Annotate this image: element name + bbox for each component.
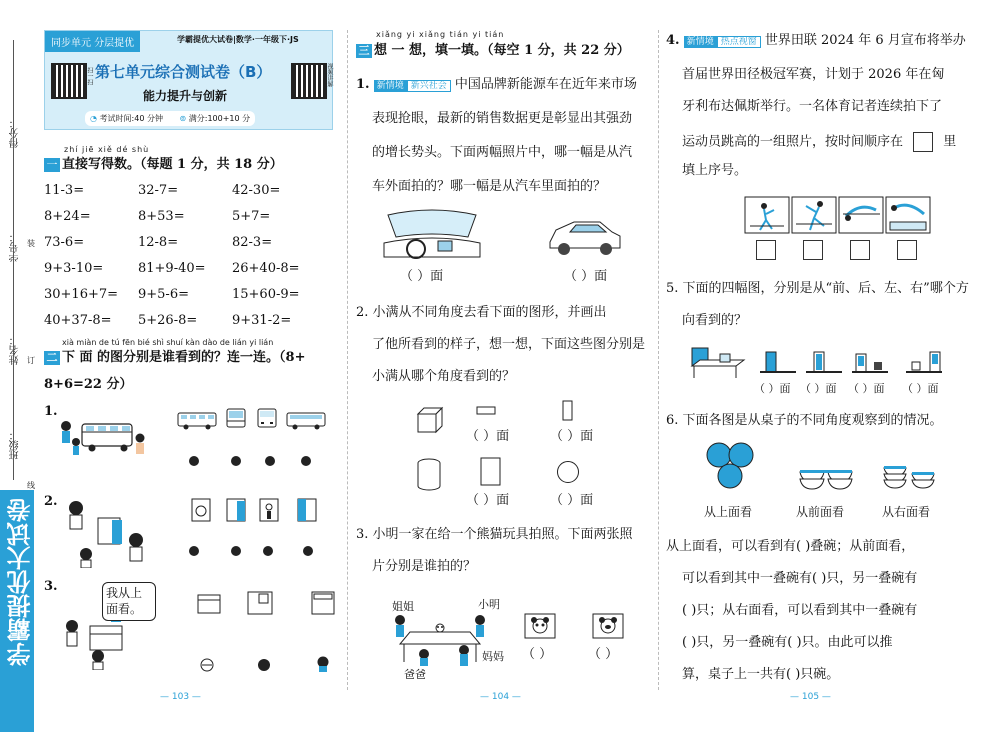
cylinder-side-view — [480, 457, 502, 487]
clock-icon: ◔ — [90, 114, 97, 123]
section3-pinyin: xiǎng yi xiǎng tián yi tián — [376, 30, 505, 39]
qr-code-left — [51, 63, 87, 99]
computer-desk-3d — [690, 344, 746, 380]
q6-fill-1: 可以看到其中一叠碗有( )只，另一叠碗有 — [682, 571, 918, 586]
series-label: 学霸提优大试卷|数学·一年级下·JS — [177, 35, 299, 44]
calc-problem: 81+9-40= — [138, 261, 206, 276]
section1-number: 一 — [44, 158, 60, 172]
q5-answer-4: （ ）面 — [902, 382, 939, 395]
unit-tag: 同步单元 分层提优 — [45, 31, 140, 52]
calc-problem: 42-30= — [232, 183, 281, 198]
cut-mark-1: 装 — [27, 239, 35, 248]
s3-q1-text-1: 表现抢眼，最新的销售数据更是彰显出其强劲 — [372, 111, 633, 126]
s2-q1-number: 1. — [44, 404, 58, 419]
desk-view-3 — [310, 590, 336, 616]
speech-bubble: 我从上面看。 — [102, 582, 156, 621]
calc-problem: 9+5-6= — [138, 287, 189, 302]
view-top-label: 从上面看 — [704, 505, 753, 519]
bowls-front-view — [798, 468, 854, 494]
washer-view-3 — [258, 497, 280, 523]
column-divider-1 — [347, 30, 349, 690]
view-front-label: 从前面看 — [796, 505, 845, 519]
calc-problem: 8+53= — [138, 209, 185, 224]
section2-title: 下 面 的图分别是谁看到的？连一连。（8+ — [62, 350, 306, 365]
q4-answer-box-example[interactable] — [913, 132, 933, 152]
cut-mark-3: 线 — [27, 481, 35, 490]
s3-q3-blank-1: （ ） — [522, 647, 553, 662]
q6-fill-2: ( )只；从右面看，可以看到其中一叠碗有 — [682, 603, 918, 618]
s2-q3-number: 3. — [44, 579, 58, 594]
page-number-2-value: 104 — [491, 692, 510, 702]
brand-ribbon — [0, 490, 34, 732]
score-label: 得分： — [10, 118, 21, 148]
section3-number: 三 — [356, 44, 372, 58]
high-jump-photo-sequence — [744, 196, 932, 234]
s3-q2-text-0: 2. 小满从不同角度去看下面的图形，并画出 — [356, 305, 607, 320]
family-table-illustration — [390, 610, 490, 666]
q4-text-3-row — [682, 132, 956, 152]
calc-problem: 30+16+7= — [44, 287, 119, 302]
kid-head-2 — [230, 455, 242, 467]
desk-view-d — [904, 350, 944, 376]
washer-view-1 — [190, 497, 212, 523]
section1-title: 直接写得数。（每题 1 分，共 18 分） — [62, 157, 283, 172]
qr-code-right — [291, 63, 327, 99]
section1-heading — [44, 158, 283, 172]
kid-head-11 — [316, 656, 330, 672]
q5-answer-1: （ ）面 — [754, 382, 791, 395]
s2-q2-number: 2. — [44, 494, 58, 509]
section2-title-cont: 8+6=22 分） — [44, 377, 133, 392]
calc-problem: 32-7= — [138, 183, 179, 198]
car-exterior-photo — [544, 212, 624, 258]
order-box-2[interactable] — [803, 240, 823, 260]
kid-head-8 — [302, 545, 314, 557]
id-label: 学号： — [10, 232, 21, 262]
check-icon: ⊚ — [179, 114, 187, 123]
header-banner — [44, 30, 333, 130]
s3-q1-answer-1: （ ）面 — [400, 269, 444, 284]
view-right-label: 从右面看 — [882, 505, 931, 519]
bowls-right-view — [882, 464, 936, 494]
page-number-3-value: 105 — [801, 692, 820, 702]
kid-head-4 — [300, 455, 312, 467]
bowls-top-view — [704, 440, 756, 492]
section1-pinyin: zhí jiē xiě dé shù — [64, 145, 150, 154]
s3-q1-answer-2: （ ）面 — [564, 269, 608, 284]
qr-right-label: 视频讲解 — [326, 63, 333, 87]
calc-problem: 9+31-2= — [232, 313, 292, 328]
section3-heading — [356, 44, 630, 58]
mom-label: 妈妈 — [482, 650, 504, 663]
calc-problem: 9+3-10= — [44, 261, 104, 276]
panda-photo-2 — [592, 613, 624, 639]
binding-strip — [0, 0, 38, 732]
s3-q1-text-0: 中国品牌新能源车在近年来市场 — [454, 77, 637, 92]
s3-q2-answer-3: （ ）面 — [466, 493, 510, 508]
kid-head-9 — [200, 658, 214, 672]
sister-label: 姐姐 — [392, 600, 414, 613]
page-number-2: — 104 — — [480, 692, 521, 702]
s3-q1-text-2: 的增长势头。下面两幅照片中，哪一幅是从汽 — [372, 145, 633, 160]
order-box-1[interactable] — [756, 240, 776, 260]
kid-head-6 — [230, 545, 242, 557]
s3-q2-answer-4: （ ）面 — [550, 493, 594, 508]
cuboid-3d-shape — [416, 406, 444, 434]
bus-view-side — [177, 410, 217, 430]
desk-view-b — [804, 350, 844, 376]
q4-text-0: 世界田联 2024 年 6 月宣布将举办 — [764, 33, 966, 48]
q5-text-1: 向看到的？ — [682, 313, 748, 328]
section2-heading — [44, 351, 306, 365]
s3-q3-text-0: 3. 小明一家在给一个熊猫玩具拍照。下面两张照 — [356, 527, 633, 542]
s3-q3-text-1: 片分别是谁拍的？ — [372, 559, 477, 574]
q5-answer-3: （ ）面 — [848, 382, 885, 395]
q6-fill-3: ( )只，另一叠碗有( )只。由此可以推 — [682, 635, 893, 650]
q4-text-3: 运动员跳高的一组照片，按时间顺序在 — [682, 134, 904, 150]
cylinder-top-view — [556, 460, 580, 484]
order-box-4[interactable] — [897, 240, 917, 260]
cylinder-3d-shape — [416, 458, 442, 492]
photo-order-boxes — [744, 240, 932, 260]
q6-text: 6. 下面各图是从桌子的不同角度观察到的情况。 — [666, 413, 943, 428]
desk-view-c — [850, 350, 890, 376]
kid-head-10 — [257, 658, 271, 672]
vertical-brand: 学霸提优大试卷 — [7, 498, 35, 666]
s3-q2-text-2: 小满从哪个角度看到的？ — [372, 369, 516, 384]
calc-problem: 8+24= — [44, 209, 91, 224]
desk-view-2 — [246, 590, 274, 616]
time-info — [85, 111, 255, 126]
bus-scene-illustration — [54, 408, 158, 464]
washer-view-4 — [296, 497, 318, 523]
cuboid-top-view — [476, 406, 496, 416]
calc-problem: 15+60-9= — [232, 287, 300, 302]
q5-answer-2: （ ）面 — [800, 382, 837, 395]
s3-q3-blank-2: （ ） — [588, 647, 619, 662]
s3-q2-answer-2: （ ）面 — [550, 429, 594, 444]
s3-q2-answer-1: （ ）面 — [466, 429, 510, 444]
q4-tag-new-context: 新情境 — [684, 36, 717, 48]
washer-view-2 — [225, 497, 247, 523]
desk-view-a — [758, 350, 798, 376]
q4-text-1: 首届世界田径极冠军赛，计划于 2026 年在匈 — [682, 67, 945, 82]
s3-q1-number: 1. — [356, 77, 370, 92]
column-divider-2 — [658, 30, 660, 690]
binding-line — [13, 40, 14, 480]
q4-line1 — [666, 34, 966, 47]
kid-head-1 — [188, 455, 200, 467]
bus-view-other — [286, 410, 326, 430]
q6-fill-4: 算，桌子上一共有( )只碗。 — [682, 667, 840, 682]
panda-photo-1 — [524, 613, 556, 639]
cut-mark-2: 订 — [27, 356, 35, 365]
section2-pinyin: xià miàn de tú fēn bié shì shuí kàn dào de lián yi lián — [62, 338, 274, 347]
qr-left-label: 扫一扫 — [86, 67, 93, 85]
new-context-tag: 新情境 — [374, 80, 407, 92]
calc-problem: 82-3= — [232, 235, 273, 250]
calc-problem: 5+7= — [232, 209, 271, 224]
s3-q2-text-1: 了他所看到的样子，想一想，下面这些图分别是 — [372, 337, 646, 352]
calc-problem: 11-3= — [44, 183, 85, 198]
q4-text-4: 填上序号。 — [682, 163, 748, 178]
section2-number: 二 — [44, 351, 60, 365]
calc-problem: 40+37-8= — [44, 313, 112, 328]
cuboid-side-view — [562, 400, 574, 422]
full-score: 满分:100+10 分 — [188, 114, 251, 123]
page-number-1: — 103 — — [160, 692, 201, 702]
q4-tag-hotspot: 热点视窗 — [717, 36, 761, 48]
dad-label: 爸爸 — [404, 668, 426, 681]
q5-text-0: 5. 下面的四幅图，分别是从“前、后、左、右”哪个方 — [666, 281, 969, 296]
page-number-1-value: 103 — [171, 692, 190, 702]
page-number-3: — 105 — — [790, 692, 831, 702]
page-subtitle: 能力提升与创新 — [143, 89, 228, 103]
kid-head-3 — [264, 455, 276, 467]
desk-view-1 — [196, 593, 222, 615]
bus-view-back — [256, 408, 278, 430]
class-label: 班级： — [10, 430, 21, 460]
kid-head-7 — [262, 545, 274, 557]
s3-q1-line1 — [356, 78, 637, 91]
q4-number: 4. — [666, 33, 680, 48]
section3-title: 想 一 想，填一填。（每空 1 分，共 22 分） — [374, 43, 630, 58]
q6-fill-0: 从上面看，可以看到有( )叠碗；从前面看， — [666, 539, 915, 554]
order-box-3[interactable] — [850, 240, 870, 260]
s3-q1-text-3: 车外面拍的？哪一幅是从汽车里面拍的？ — [372, 179, 607, 194]
xiaoming-label: 小明 — [478, 598, 500, 611]
bus-view-front — [225, 408, 247, 430]
calc-problem: 5+26-8= — [138, 313, 198, 328]
calc-problem: 73-6= — [44, 235, 85, 250]
washer-scene-illustration — [62, 496, 152, 568]
calc-problem: 12-8= — [138, 235, 179, 250]
name-label: 姓名： — [10, 335, 21, 365]
exam-time: 考试时间:40 分钟 — [99, 114, 163, 123]
q4-after-box: 里 — [943, 134, 957, 150]
car-interior-photo — [382, 207, 482, 265]
kid-head-5 — [188, 545, 200, 557]
q4-text-2: 牙利布达佩斯举行。一名体育记者连续拍下了 — [682, 99, 943, 114]
new-society-tag: 新兴社会 — [407, 80, 451, 92]
page-title: 第七单元综合测试卷（B） — [95, 63, 272, 81]
calc-problem: 26+40-8= — [232, 261, 300, 276]
